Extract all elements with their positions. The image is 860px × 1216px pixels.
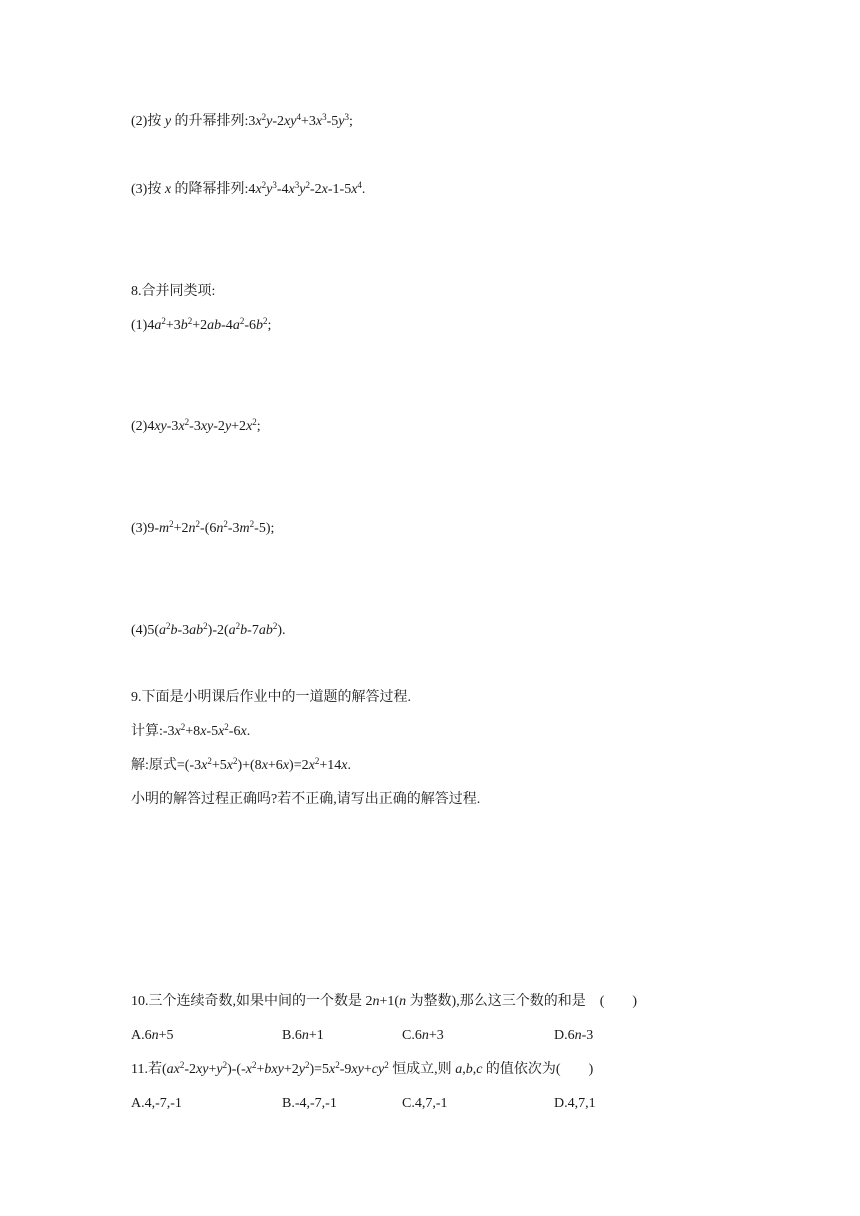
q9-title: 9.下面是小明课后作业中的一道题的解答过程. <box>131 690 411 705</box>
q10-stem: 10.三个连续奇数,如果中间的一个数是 2n+1(n 为整数),那么这三个数的和是 ( ) <box>131 994 638 1009</box>
q10-option-c: C.6n+3 <box>402 1028 444 1043</box>
q10-option-d: D.6n-3 <box>554 1028 594 1043</box>
q7-part3: (3)按 x 的降幂排列$:4x^2y^3-4x^3y^2-2x-1-5x^4$. <box>131 180 366 197</box>
q8-title: 8.合并同类项: <box>131 284 216 299</box>
q8-part1: $(1)4a^2+3b^2+2ab-4a^2-6b^2$; <box>131 316 272 333</box>
q9-calc: 计算$:-3x^2+8x-5x^2-6x$. <box>131 722 251 739</box>
q11-option-b: B.-4,-7,-1 <box>282 1096 337 1111</box>
q11-option-a: A.4,-7,-1 <box>131 1096 182 1111</box>
q8-part3: $(3)9-m^2+2n^2-(6n^2-3m^2-5)$; <box>131 519 275 536</box>
q11-option-d: D.4,7,1 <box>554 1096 596 1111</box>
q10-option-a: A.6n+5 <box>131 1028 174 1043</box>
q11-stem: 11.若$(ax^2-2xy+y^2)-(-x^2+bxy+2y^2)=5x^2-9xy+cy^2$ 恒成立,则 a,b,c 的值依次为( ) <box>131 1060 594 1077</box>
q9-question: 小明的解答过程正确吗?若不正确,请写出正确的解答过程. <box>131 792 481 807</box>
q9-solution: 解:原式$=(-3x^2+5x^2)+(8x+6x)=2x^2+14x$. <box>131 756 351 773</box>
q8-part2: $(2)4xy-3x^2-3xy-2y+2x^2$; <box>131 417 261 434</box>
q8-part4: $(4)5(a^2b-3ab^2)-2(a^2b-7ab^2)$. <box>131 621 286 638</box>
q7-part2: (2)按 y 的升幂排列$:3x^2y-2xy^4+3x^3-5y^3$; <box>131 112 353 129</box>
q10-option-b: B.6n+1 <box>282 1028 324 1043</box>
q11-option-c: C.4,7,-1 <box>402 1096 448 1111</box>
